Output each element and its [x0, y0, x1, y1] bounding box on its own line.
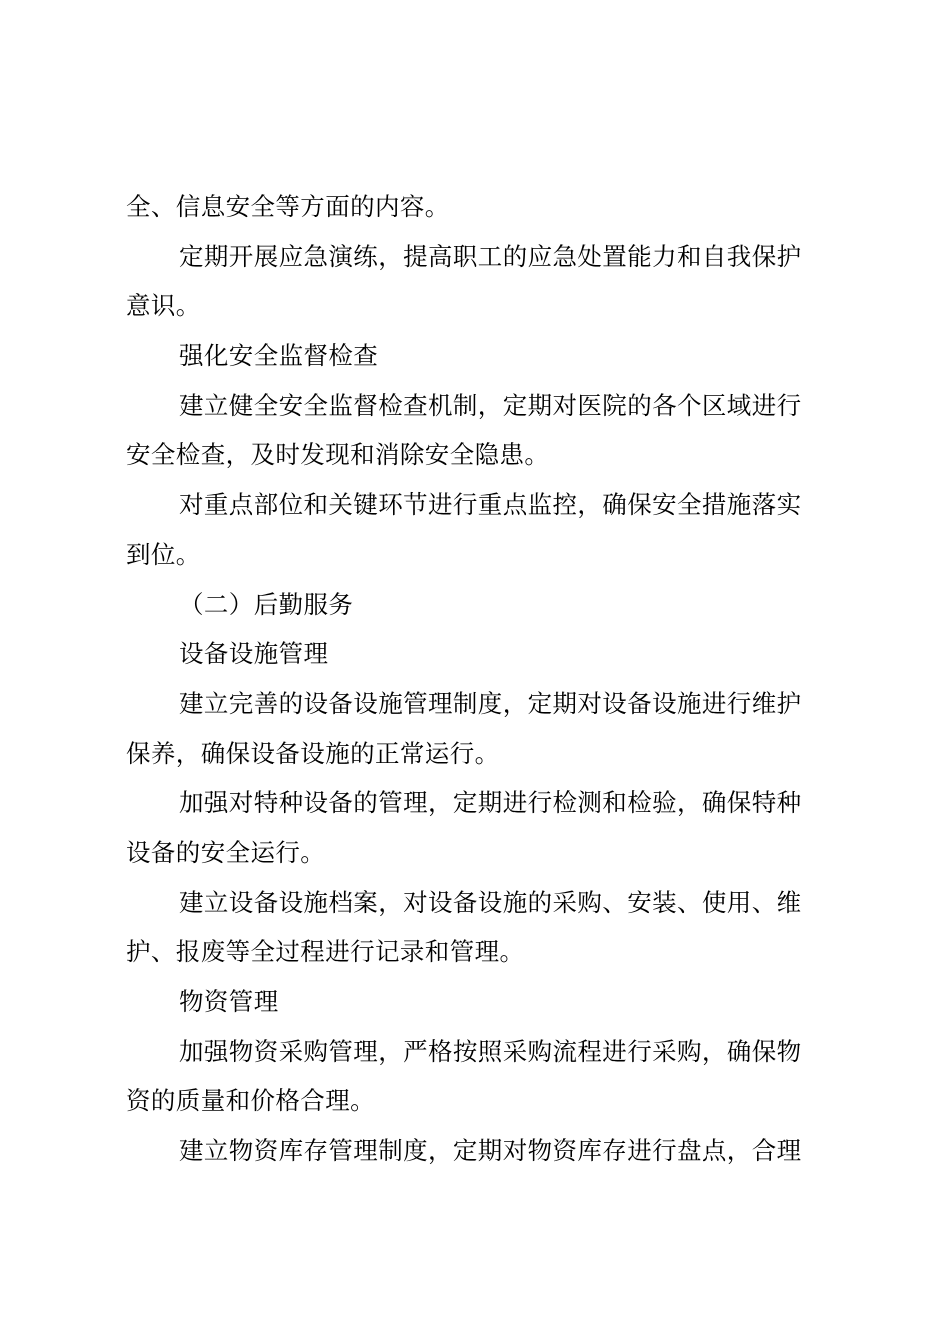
text-line: 全、信息安全等方面的内容。 — [126, 192, 450, 221]
text-line: 设备的安全运行。 — [126, 837, 326, 867]
text-line: 定期开展应急演练，提高职工的应急处置能力和自我保护 — [179, 241, 802, 271]
text-line: 资的质量和价格合理。 — [126, 1086, 375, 1116]
text-line: 加强对特种设备的管理，定期进行检测和检验，确保特种 — [179, 788, 802, 818]
document-body — [126, 182, 846, 1176]
text-line: 建立健全安全监督检查机制，定期对医院的各个区域进行 — [179, 390, 802, 420]
text-line: 意识。 — [126, 291, 201, 321]
text-line: 到位。 — [126, 539, 201, 569]
text-line: 建立物资库存管理制度，定期对物资库存进行盘点，合理 — [179, 1136, 802, 1166]
text-line: 加强物资采购管理，严格按照采购流程进行采购，确保物 — [179, 1036, 802, 1066]
text-line: 护、报废等全过程进行记录和管理。 — [126, 937, 525, 967]
section-heading: 物资管理 — [179, 987, 279, 1016]
text-line: 建立完善的设备设施管理制度，定期对设备设施进行维护 — [179, 688, 802, 718]
section-heading: 强化安全监督检查 — [179, 341, 379, 371]
text-line: 对重点部位和关键环节进行重点监控，确保安全措施落实 — [179, 490, 802, 520]
section-heading: 设备设施管理 — [179, 639, 329, 669]
section-heading: （二）后勤服务 — [179, 589, 354, 619]
text-line: 安全检查，及时发现和消除安全隐患。 — [126, 440, 550, 470]
text-line: 建立设备设施档案，对设备设施的采购、安装、使用、维 — [179, 887, 802, 917]
text-line: 保养，确保设备设施的正常运行。 — [126, 738, 500, 768]
